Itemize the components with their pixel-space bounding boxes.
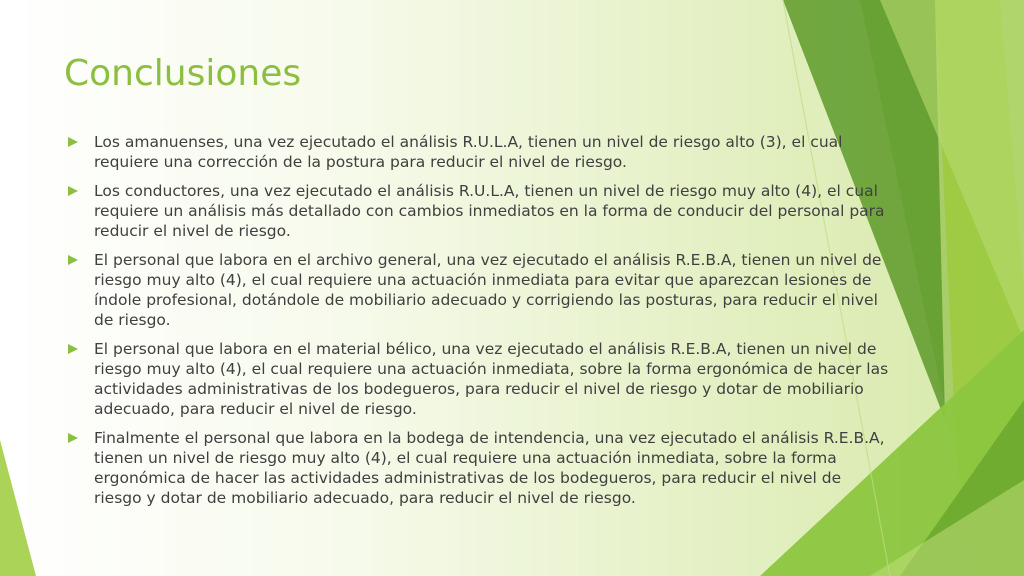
bullet-text: Finalmente el personal que labora en la bodega de intendencia, una vez ejecutado el análisis R.E.B.A, tienen un nivel de riesgo muy alto (4), el cual requiere una actuación inmediata, sobre la forma ergonómica de hacer las actividades administrativas de los bodegueros, para reducir el nivel de riesgo y dotar de mobiliario adecuado, para reducir el nivel de riesgo. (94, 429, 885, 507)
bullet-text: Los amanuenses, una vez ejecutado el análisis R.U.L.A, tienen un nivel de riesgo alto (3), el cual requiere una corrección de la postura para reducir el nivel de riesgo. (94, 133, 843, 171)
bullet-text: Los conductores, una vez ejecutado el análisis R.U.L.A, tienen un nivel de riesgo muy alto (4), el cual requiere un análisis más detallado con cambios inmediatos en la forma de conducir del personal para reducir el nivel de riesgo. (94, 182, 885, 240)
conclusions-list (68, 132, 890, 517)
triangle-bullet-icon (68, 255, 78, 265)
triangle-bullet-icon (68, 433, 78, 443)
list-item (68, 339, 890, 419)
list-item (68, 181, 890, 241)
triangle-bullet-icon (68, 186, 78, 196)
list-item (68, 132, 890, 172)
triangle-bullet-icon (68, 344, 78, 354)
slide-title: Conclusiones (64, 53, 302, 94)
triangle-bullet-icon (68, 137, 78, 147)
bullet-text: El personal que labora en el archivo general, una vez ejecutado el análisis R.E.B.A, tienen un nivel de riesgo muy alto (4), el cual requiere una actuación inmediata para evitar que aparezcan lesiones de índole profesional, dotándole de mobiliario adecuado y corrigiendo las posturas, para reducir el nivel de riesgo. (94, 251, 882, 329)
bullet-text: El personal que labora en el material bélico, una vez ejecutado el análisis R.E.B.A, tienen un nivel de riesgo muy alto (4), el cual requiere una actuación inmediata, sobre la forma ergonómica de hacer las actividades administrativas de los bodegueros, para reducir el nivel de riesgo y dotar de mobiliario adecuado, para reducir el nivel de riesgo. (94, 340, 889, 418)
left-sliver-shape (0, 440, 36, 576)
list-item (68, 250, 890, 330)
list-item (68, 428, 890, 508)
